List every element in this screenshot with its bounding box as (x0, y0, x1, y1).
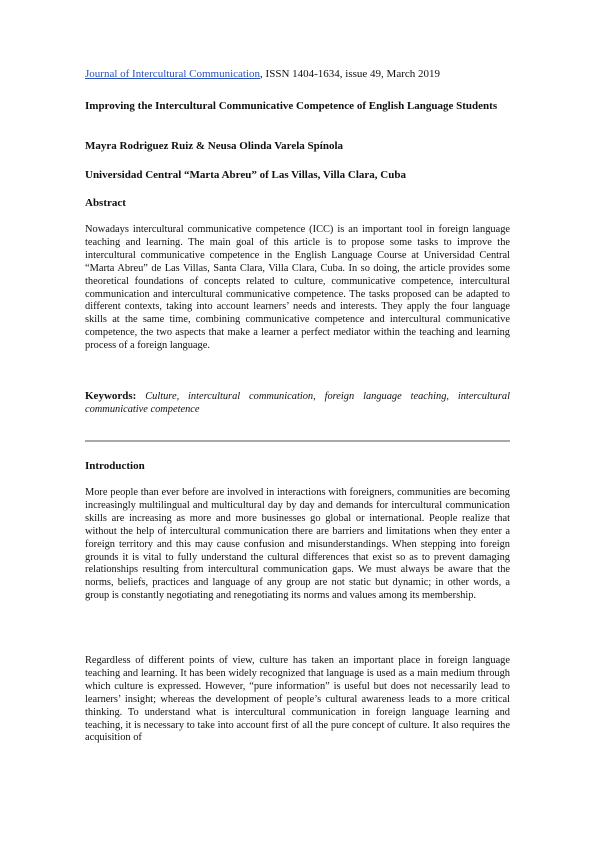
article-title: Improving the Intercultural Communicative Competence of English Language Students (85, 100, 498, 112)
author-affiliation: Universidad Central “Marta Abreu” of Las Villas, Villa Clara, Cuba (85, 169, 406, 181)
section-divider (85, 440, 510, 442)
keywords (85, 390, 510, 417)
journal-name-link[interactable]: Journal of Intercultural Communication (85, 68, 261, 80)
introduction-paragraph-2: Regardless of different points of view, culture has taken an important place in foreign language teaching and learning. It has been widely recognized that language is used as a main medium through which culture is expressed. However, “pure information” is useful but does not necessarily lead to learners’ insight; whereas the development of people’s cultural awareness leads to a more critical thinking. To understand what is intercultural communication in foreign language learning and teaching, it is necessary to take into account first of all the pure concept of culture. It also requires the acquisition of (85, 655, 510, 744)
abstract-body: Nowadays intercultural communicative competence (ICC) is an important tool in foreign language teaching and learning. The main goal of this article is to propose some tasks to improve the intercultural communicative competence in the English Language Course at Universidad Central “Marta Abreu” de Las Villas, Santa Clara, Villa Clara, Cuba. In so doing, the article provides some theoretical foundations of concepts related to culture, communicative competence, intercultural communication and intercultural communicative competence. The tasks proposed can be adapted to different contexts, taking into account learners’ needs and interests. They apply the four language skills at the same time, combining communicative competence and intercultural communicative competence, the two aspects that make a learner a perfect mediator within the teaching and learning process of a foreign language. (85, 224, 510, 352)
journal-issue-info: , ISSN 1404-1634, issue 49, March 2019 (260, 68, 441, 80)
keywords-list: Culture, intercultural communication, foreign language teaching, intercultural communicative competence (85, 391, 510, 415)
journal-citation (85, 67, 510, 81)
introduction-paragraph-1: More people than ever before are involved in interactions with foreigners, communities are becoming increasingly multilingual and multicultural day by day and demands for intercultural communication skills are increasing as more and more businesses go global or international. People realize that without the help of intercultural communication there are barriers and limitations when they enter a foreign territory and this may cause confusion and misunderstandings. When stepping into foreign grounds it is vital to fully understand the cultural differences that exist so as to prevent damaging relationships resulting from intercultural communication gaps. We must always be aware that the norms, beliefs, practices and language of any group are not static but dynamic; in other words, a group is constantly negotiating and renegotiating its norms and values among its membership. (85, 487, 510, 602)
article-authors: Mayra Rodriguez Ruiz & Neusa Olinda Varela Spínola (85, 140, 344, 152)
introduction-heading: Introduction (85, 460, 145, 472)
keywords-label: Keywords: (85, 390, 137, 402)
abstract-heading: Abstract (85, 197, 126, 209)
